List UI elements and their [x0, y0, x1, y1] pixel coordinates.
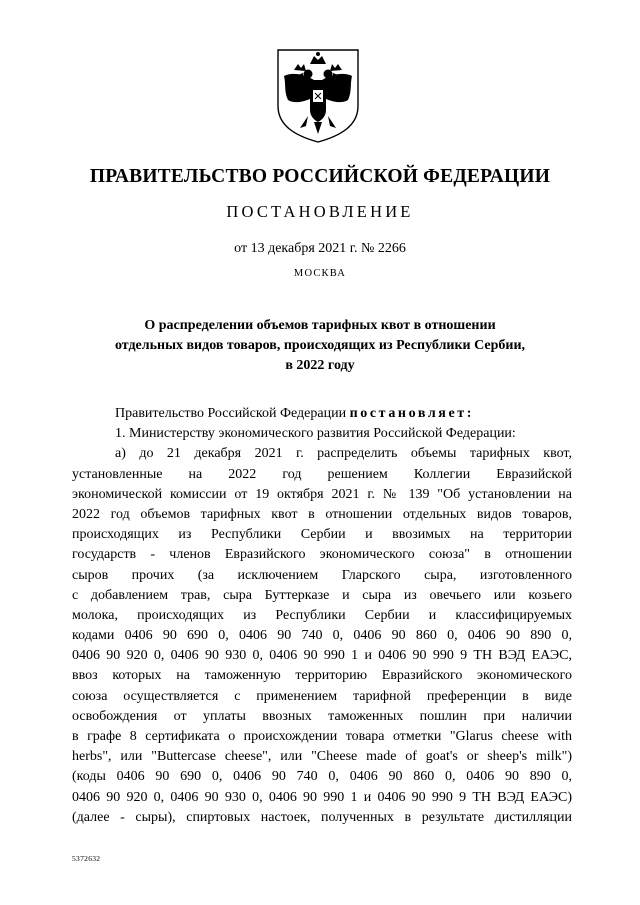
body-line: (далее - сыры), спиртовых настоек, полученных в результате дистилляции — [72, 809, 572, 825]
body-line: ввоз которых на таможенную территорию Евразийского экономического — [72, 668, 572, 684]
body-line: herbs", или "Buttercase cheese", или "Cheese made of goat's or sheep's milk") — [72, 749, 572, 765]
document-type: ПОСТАНОВЛЕНИЕ — [226, 202, 414, 221]
body-line: в графе 8 сертификата о происхождении товара отметки "Glarus cheese with — [72, 729, 572, 744]
russian-coat-of-arms-icon — [270, 44, 366, 144]
body-line: 0406 90 920 0, 0406 90 930 0, 0406 90 990 1 и 0406 90 990 9 ТН ВЭД ЕАЭС, — [72, 648, 572, 664]
body-line: а) до 21 декабря 2021 г. распределить объемы тарифных квот, — [115, 446, 572, 462]
city: МОСКВА — [293, 268, 347, 279]
preamble — [72, 404, 572, 424]
body-line: союза осуществляется с применением тарифной преференции в виде — [72, 688, 572, 704]
document-code: 5372632 — [72, 854, 101, 863]
body-line: молока, происходящих из Республики Сербии и классифицируемых — [72, 607, 572, 623]
body-line: происходящих из Республики Сербии и ввозимых на территории — [72, 527, 572, 543]
body-line: кодами 0406 90 690 0, 0406 90 740 0, 0406 90 860 0, 0406 90 890 0, — [72, 628, 572, 644]
subject-line: отдельных видов товаров, происходящих из Республики Сербии, — [114, 338, 526, 354]
government-title: ПРАВИТЕЛЬСТВО РОССИЙСКОЙ ФЕДЕРАЦИИ — [89, 166, 551, 187]
preamble-action: постановляет: — [349, 406, 474, 421]
body-line: 2022 год объемов тарифных квот в отношении отдельных видов товаров, — [72, 506, 572, 522]
body-line: 0406 90 920 0, 0406 90 930 0, 0406 90 990 1 и 0406 90 990 9 ТН ВЭД ЕАЭС) — [72, 789, 572, 805]
body-line: (коды 0406 90 690 0, 0406 90 740 0, 0406 90 860 0, 0406 90 890 0, — [72, 769, 572, 785]
body-line: государств - членов Евразийского экономического союза" в отношении — [72, 547, 572, 563]
body-line: установленные на 2022 год решением Коллегии Евразийской — [72, 466, 572, 482]
subject-line: в 2022 году — [285, 358, 355, 374]
body-line: с добавлением трав, сыра Буттерказе и сыра из овечьего или козьего — [72, 587, 572, 603]
subject-line: О распределении объемов тарифных квот в отношении — [144, 318, 496, 333]
preamble-text: Правительство Российской Федерации — [115, 406, 347, 421]
document-subject — [100, 316, 540, 377]
body-line: сыров прочих (за исключением Гларского сыра, изготовленного — [72, 567, 572, 583]
body-line: освобождения от уплаты ввозных таможенных пошлин при наличии — [72, 708, 572, 724]
date-and-number: от 13 декабря 2021 г. № 2266 — [234, 241, 406, 256]
body-line: экономической комиссии от 19 октября 2021 г. № 139 "Об установлении на — [72, 486, 572, 502]
body-line: 1. Министерству экономического развития Российской Федерации: — [115, 426, 516, 442]
document-body — [72, 404, 572, 828]
